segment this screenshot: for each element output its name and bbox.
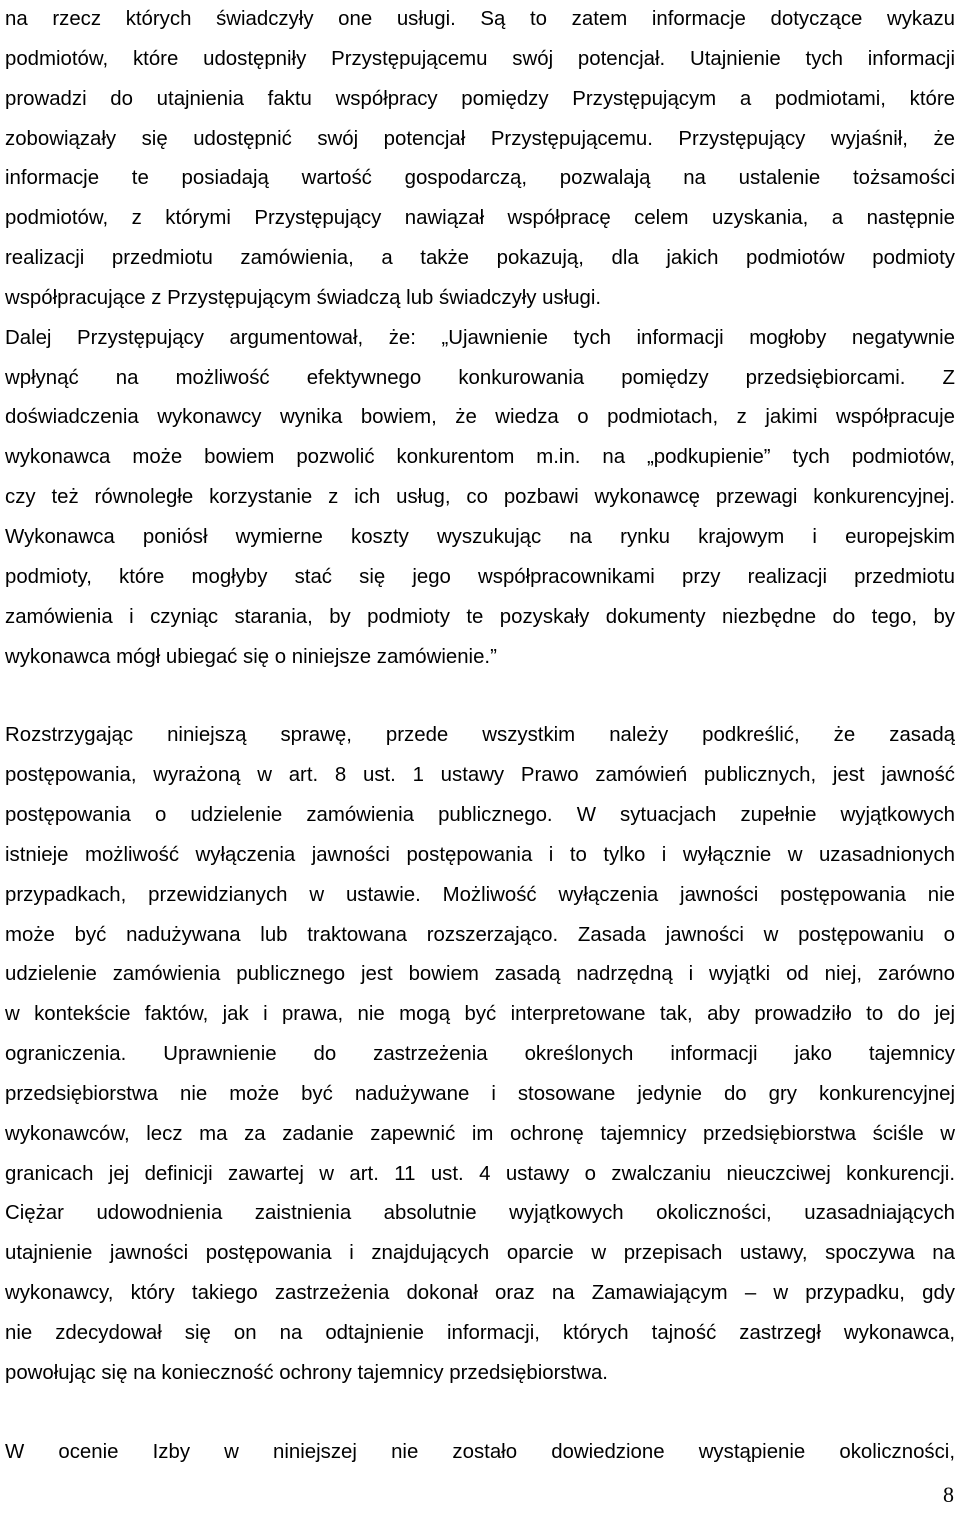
text-line: wykonawców, lecz ma za zadanie zapewnić im ochronę tajemnicy przedsiębiorstwa ściśle w [5,1122,955,1145]
text-line: wykonawcy, który takiego zastrzeżenia dokonał oraz na Zamawiającym – w przypadku, gdy [5,1282,955,1305]
text-line: postępowania, wyrażoną w art. 8 ust. 1 ustawy Prawo zamówień publicznych, jest jawność [5,764,955,787]
text-line: wpłynąć na możliwość efektywnego konkurowania pomiędzy przedsiębiorcami. Z [5,366,955,389]
text-line: wykonawca może bowiem pozwolić konkurentom m.in. na „podkupienie” tych podmiotów, [5,446,955,469]
text-line: informacje te posiadają wartość gospodarczą, pozwalają na ustalenie tożsamości [5,167,955,190]
text-line: podmiotów, które udostępniły Przystępującemu swój potencjał. Utajnienie tych informacji [5,47,955,70]
text-line: czy też równoległe korzystanie z ich usług, co pozbawi wykonawcę przewagi konkurencyjnej. [5,486,955,509]
text-line: doświadczenia wykonawcy wynika bowiem, że wiedza o podmiotach, z jakimi współpracuje [5,406,955,429]
paragraph-3 [5,1433,955,1473]
text-line: przedsiębiorstwa nie może być nadużywane i stosowane jedynie do gry konkurencyjnej [5,1082,955,1105]
text-line: powołując się na konieczność ochrony tajemnicy przedsiębiorstwa. [5,1361,608,1384]
text-line: ograniczenia. Uprawnienie do zastrzeżenia określonych informacji jako tajemnicy [5,1043,955,1066]
text-line: Rozstrzygając niniejszą sprawę, przede wszystkim należy podkreślić, że zasadą [5,724,955,747]
text-line: granicach jej definicji zawartej w art. 11 ust. 4 ustawy o zwalczaniu nieuczciwej konkurencji. [5,1162,955,1185]
text-line: wykonawca mógł ubiegać się o niniejsze zamówienie.” [5,645,497,668]
text-line: w kontekście faktów, jak i prawa, nie mogą być interpretowane tak, aby prowadziło to do jej [5,1003,955,1026]
page-number: 8 [943,1482,954,1507]
text-line: Wykonawca poniósł wymierne koszty wyszukując na rynku krajowym i europejskim [5,525,955,548]
text-line: postępowania o udzielenie zamówienia publicznego. W sytuacjach zupełnie wyjątkowych [5,804,955,827]
text-line: Dalej Przystępujący argumentował, że: „Ujawnienie tych informacji mogłoby negatywnie [5,326,955,349]
text-line: przypadkach, przewidzianych w ustawie. Możliwość wyłączenia jawności postępowania nie [5,883,955,906]
paragraph-1 [5,0,955,677]
text-line: realizacji przedmiotu zamówienia, a także pokazują, dla jakich podmiotów podmioty [5,247,955,270]
text-line: podmiotów, z którymi Przystępujący nawiązał współpracę celem uzyskania, a następnie [5,207,955,230]
document-page [5,0,955,1473]
text-line: udzielenie zamówienia publicznego jest bowiem zasadą nadrzędną i wyjątki od niej, zarówno [5,963,955,986]
text-line: na rzecz których świadczyły one usługi. Są to zatem informacje dotyczące wykazu [5,8,955,30]
text-line: zobowiązały się udostępnić swój potencjał Przystępującemu. Przystępujący wyjaśnił, że [5,127,955,150]
text-line: prowadzi do utajnienia faktu współpracy pomiędzy Przystępującym a podmiotami, które [5,87,955,110]
text-line: może być nadużywana lub traktowana rozszerzająco. Zasada jawności w postępowaniu o [5,923,955,946]
text-line: nie zdecydował się on na odtajnienie informacji, których tajność zastrzegł wykonawca, [5,1322,955,1344]
text-line: Ciężar udowodnienia zaistnienia absolutnie wyjątkowych okoliczności, uzasadniających [5,1202,955,1225]
text-line: współpracujące z Przystępującym świadczą lub świadczyły usługi. [5,286,602,309]
text-line: podmioty, które mogłyby stać się jego współpracownikami przy realizacji przedmiotu [5,565,955,588]
text-line: zamówienia i czyniąc starania, by podmioty te pozyskały dokumenty niezbędne do tego, by [5,605,955,628]
text-line: W ocenie Izby w niniejszej nie zostało dowiedzione wystąpienie okoliczności, [5,1440,955,1463]
paragraph-2 [5,716,955,1393]
text-line: utajnienie jawności postępowania i znajdujących oparcie w przepisach ustawy, spoczywa na [5,1242,955,1265]
text-line: istnieje możliwość wyłączenia jawności postępowania i to tylko i wyłącznie w uzasadnionych [5,843,955,866]
